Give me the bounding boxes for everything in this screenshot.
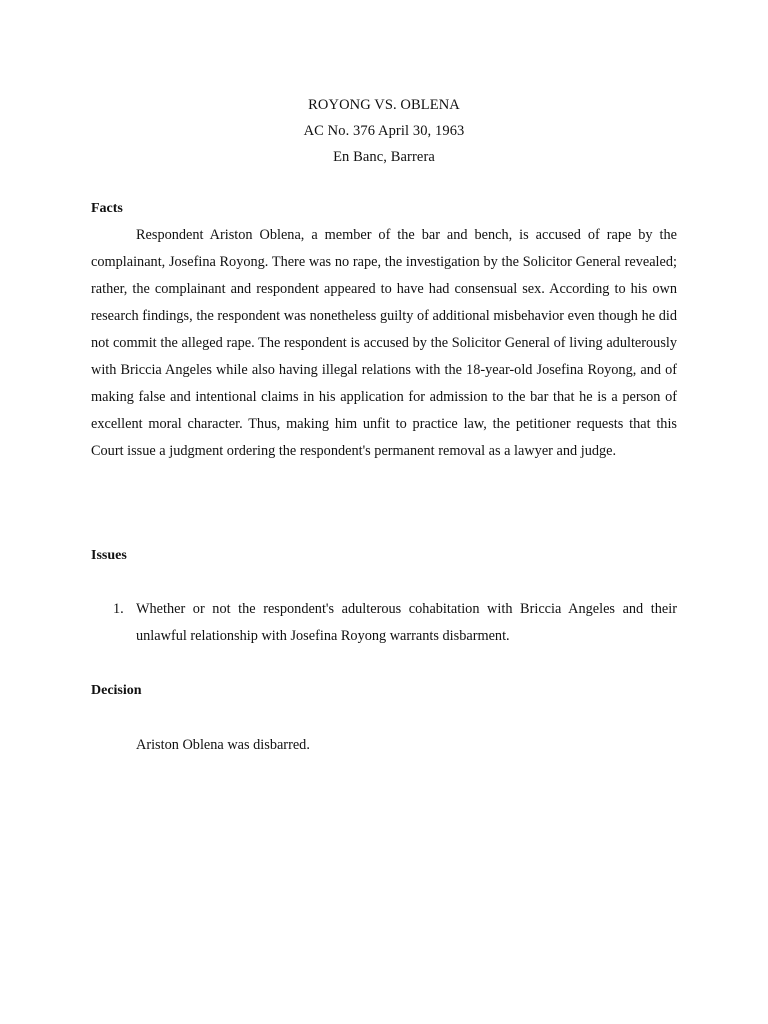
document-header [0, 92, 768, 170]
issue-text: Whether or not the respondent's adulterous cohabitation with Briccia Angeles and their unlawful relationship with Josefina Royong warrants disbarment. [136, 601, 677, 644]
issue-number: 1. [113, 601, 124, 617]
case-title: ROYONG VS. OBLENA [308, 97, 460, 113]
facts-paragraph: Respondent Ariston Oblena, a member of the bar and bench, is accused of rape by the complainant, Josefina Royong. There was no rape, the investigation by the Solicitor General revealed; rather, the complainant and respondent appeared to have had consensual sex. According to his own research findings, the respondent was nonetheless guilty of additional misbehavior even though he did not commit the alleged rape. The respondent is accused by the Solicitor General of living adulterously with Briccia Angeles while also having illegal relations with the 18-year-old Josefina Royong, and of making false and intentional claims in his application for admission to the bar that he is a person of excellent moral character. Thus, making him unfit to practice law, the petitioner requests that this Court issue a judgment ordering the respondent's permanent removal as a lawyer and judge. [91, 227, 677, 459]
court-info: En Banc, Barrera [333, 149, 435, 165]
issues-heading: Issues [91, 548, 127, 563]
decision-heading: Decision [91, 683, 142, 698]
issue-list-item [91, 596, 677, 650]
facts-heading: Facts [91, 201, 123, 216]
case-number: AC No. 376 April 30, 1963 [303, 123, 465, 139]
decision-text: Ariston Oblena was disbarred. [136, 737, 310, 753]
